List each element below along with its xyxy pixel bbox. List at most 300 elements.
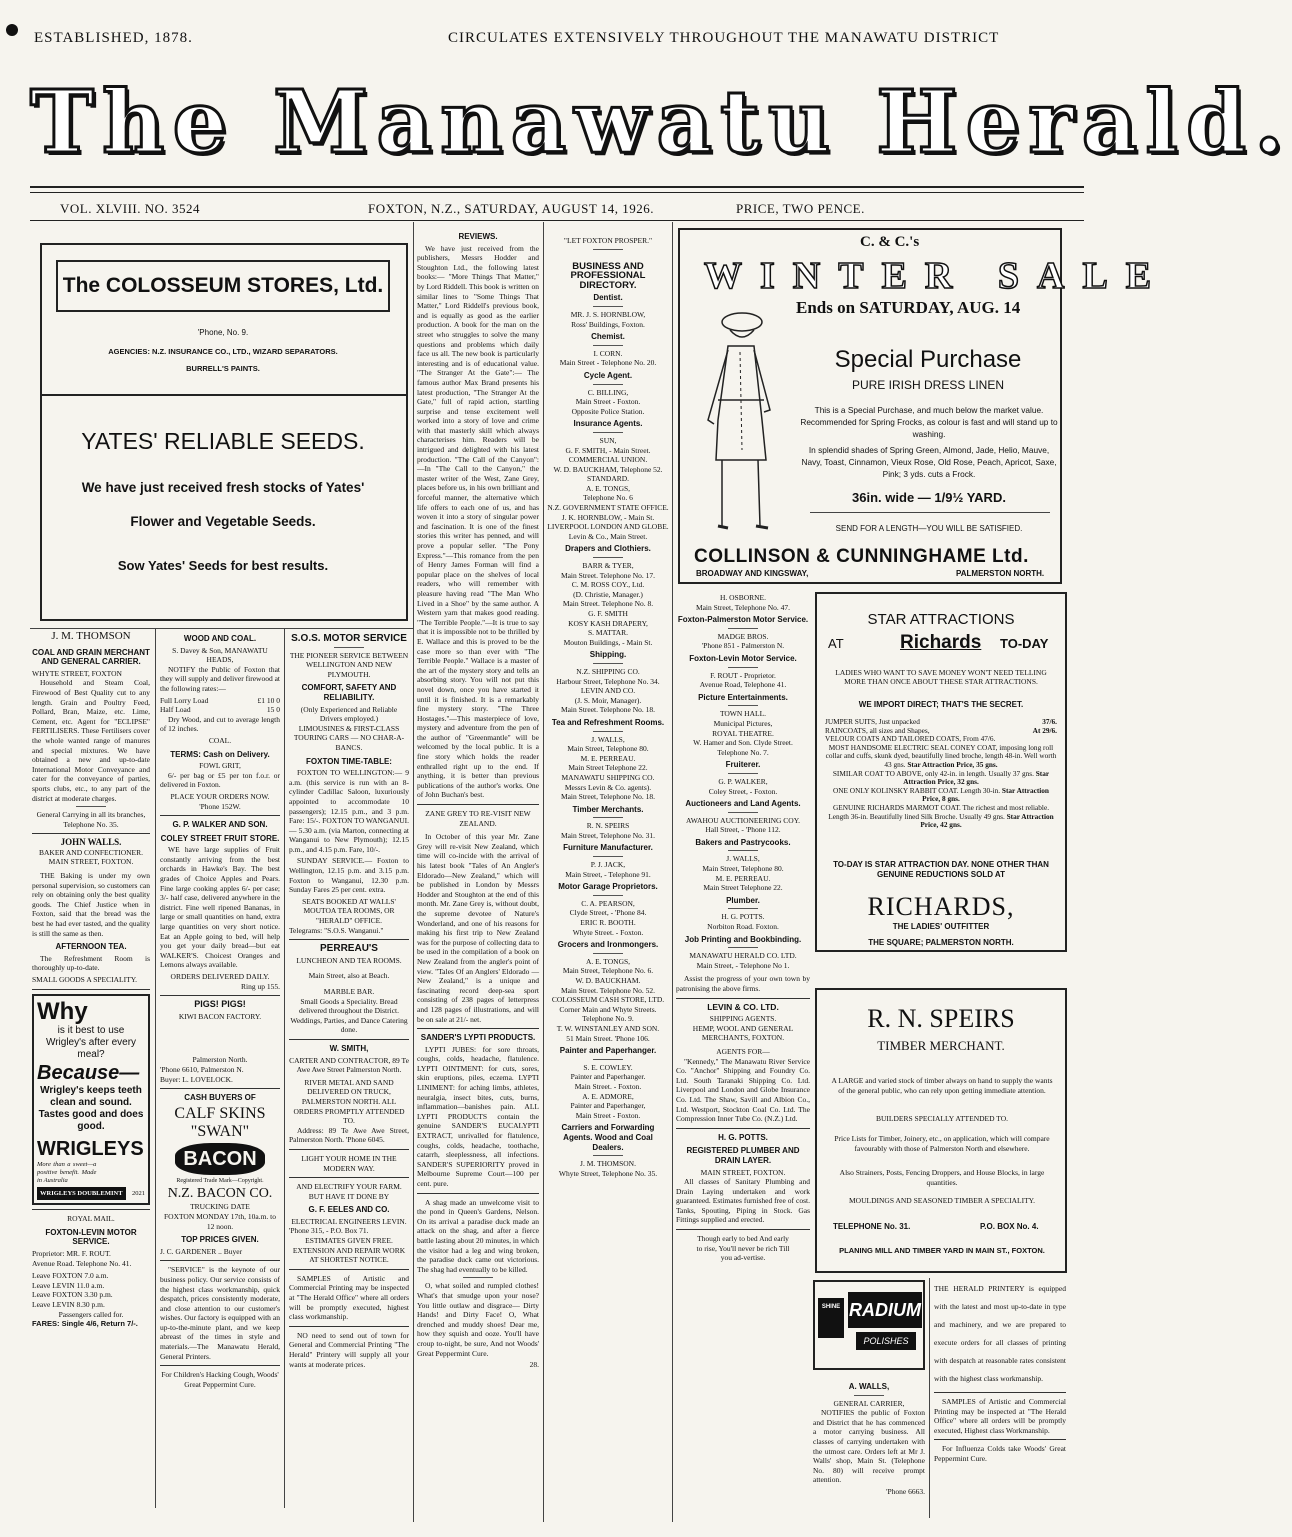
rule — [728, 667, 758, 668]
directory-entry — [547, 293, 669, 329]
winter-linen: PURE IRISH DRESS LINEN — [851, 378, 1005, 392]
rule — [417, 1028, 539, 1029]
directory-line: G. F. SMITH — [588, 609, 628, 618]
speirs-telephone: TELEPHONE No. 31. — [833, 1222, 911, 1231]
rule — [289, 939, 409, 940]
winter-send: SEND FOR A LENGTH—YOU WILL BE SATISFIED. — [835, 524, 1023, 533]
rule — [593, 557, 623, 558]
rule — [593, 953, 623, 954]
directory-line: Opposite Police Station. — [571, 406, 645, 416]
directory-line: M. E. PERREAU. — [715, 873, 771, 883]
levin-agents-body: "Kennedy," The Manawatu River Service Co. "Anchor" Shipping and Foundry Co. Ltd. South Taranaki Shipping Co. Ltd. Liverpool and London and Globe Insurance Co. Ltd. The Shaw, Savill and Albion Co., Ltd. Westport, Stockton Coal Co. Ltd. The Compression Inner Tube Co. (N.Z.) Ltd. — [676, 1056, 810, 1124]
levin-subtitle: SHIPPING AGENTS. — [709, 1014, 777, 1024]
richards-at: AT — [828, 636, 844, 651]
wood-phone: 'Phone 152W. — [199, 801, 241, 811]
column-divider — [929, 1278, 930, 1518]
speirs-price-lists: Price Lists for Timber, Joinery, etc., on application, which will compare favourably with those of Palmerston North and elsewhere. — [834, 1134, 1050, 1153]
speirs-body: A LARGE and varied stock of timber always on hand to supply the wants of the general public, who can rely upon getting immediate attention. — [831, 1076, 1053, 1095]
rule — [728, 628, 758, 629]
directory-entry — [676, 838, 810, 893]
poem-number: 28. — [529, 1360, 539, 1370]
royalmail-time: Leave FOXTON 3.30 p.m. — [32, 1290, 113, 1300]
rule — [728, 812, 758, 813]
directory-line: W. Hamer and Son. Clyde Street. — [693, 738, 793, 748]
directory-line: A. E. ADMORE, — [582, 1091, 634, 1101]
rule — [593, 345, 623, 346]
winter-ends: Ends on SATURDAY, AUG. 14 — [796, 298, 1021, 317]
masthead-rule-thin — [30, 192, 1084, 193]
bacon-company: N.Z. BACON CO. — [167, 1186, 273, 1202]
directory-category: Shipping. — [589, 650, 627, 660]
winter-firm: COLLINSON & CUNNINGHAME Ltd. — [694, 546, 1029, 567]
section-rule — [30, 628, 413, 629]
directory-entry — [676, 760, 810, 796]
rule — [160, 1365, 280, 1366]
rule — [160, 1260, 280, 1261]
directory-entry — [547, 882, 669, 937]
eeles-subtitle: ELECTRICAL ENGINEERS LEVIN. — [291, 1216, 407, 1226]
winter-address-2: PALMERSTON NORTH. — [956, 569, 1045, 578]
radium-shine: SHINE — [818, 1298, 844, 1338]
column-wood-walker — [160, 630, 280, 1510]
rule — [76, 806, 106, 807]
directory-line: Main Street, Telephone 80. — [702, 864, 784, 874]
directory-entry — [547, 940, 669, 1043]
printery-influenza: For Influenza Colds take Woods' Great Peppermint Cure. — [934, 1444, 1066, 1463]
speirs-strainers: Also Strainers, Posts, Fencing Droppers, and House Blocks, in large quantities. — [839, 1168, 1045, 1187]
directory-line: A. E. TONGS, — [585, 956, 631, 966]
directory-line: LIVERPOOL LONDON AND GLOBE. — [547, 522, 669, 532]
directory-line: Coley Street, - Foxton. — [708, 786, 778, 796]
directory-category: Chemist. — [591, 332, 625, 342]
yates-title: YATES' RELIABLE SEEDS. — [81, 428, 365, 454]
advertise-poem: Though early to bed And early to rise, You'll never be rich Till you ad-vertise. — [696, 1234, 790, 1263]
directory-line: (D. Christie, Manager.) — [573, 589, 643, 599]
reviews-title: REVIEWS. — [458, 232, 498, 241]
directory-line: G. P. WALKER, — [718, 776, 768, 786]
levin-title: LEVIN & CO. LTD. — [707, 1001, 779, 1012]
directory-title: BUSINESS AND PROFESSIONAL DIRECTORY. — [570, 260, 646, 291]
price-line: PRICE, TWO PENCE. — [736, 201, 865, 216]
rule — [32, 833, 150, 834]
directory-line: C. A. PEARSON, — [581, 898, 635, 908]
sos-title: S.O.S. MOTOR SERVICE — [291, 633, 407, 644]
directory-line: Main Street, Telephone No. 18. — [560, 792, 656, 802]
directory-line: BARR & TYER, — [582, 561, 634, 571]
thomson-subtitle: COAL AND GRAIN MERCHANT AND GENERAL CARRIER. — [32, 647, 150, 667]
pigs-title: PIGS! PIGS! — [194, 999, 246, 1010]
rule — [289, 1149, 409, 1150]
directory-category: Job Printing and Bookbinding. — [684, 934, 802, 944]
column-divider — [672, 222, 673, 1522]
perreau-marble: MARBLE BAR. — [323, 987, 375, 996]
directory-line: S. E. COWLEY. — [583, 1062, 633, 1072]
wrigley-why: Why — [37, 997, 88, 1025]
directory-line: Harbour Street, Telephone No. 34. — [556, 676, 660, 686]
directory-category: Picture Entertainments. — [698, 692, 788, 702]
sos-telegrams: Telegrams: "S.O.S. Wanganui." — [289, 925, 384, 935]
rule — [289, 1269, 409, 1270]
rule — [934, 1392, 1066, 1393]
rule — [676, 1128, 810, 1129]
wood-title: WOOD AND COAL. — [183, 634, 257, 643]
winter-title: WINTER SALE — [704, 255, 1170, 297]
walker-title: G. P. WALKER AND SON. — [172, 820, 268, 830]
zane-heading: ZANE GREY TO RE-VISIT NEW ZEALAND. — [425, 809, 531, 828]
royalmail-subtitle: FOXTON-LEVIN MOTOR SERVICE. — [45, 1227, 137, 1247]
yates-line-3: Sow Yates' Seeds for best results. — [117, 558, 329, 573]
walker-orders: ORDERS DELIVERED DAILY. — [170, 972, 270, 981]
wood-dry: Dry Wood, and cut to average length of 12 inches. — [160, 714, 280, 734]
yates-line-1: We have just received fresh stocks of Yates' — [81, 480, 365, 495]
rule — [289, 1177, 409, 1178]
directory-line: Main Street - Telephone No. 20. — [559, 358, 657, 368]
directory-line: COLOSSEUM CASH STORE, LTD. — [551, 995, 665, 1005]
directory-line: J. M. THOMSON. — [580, 1159, 636, 1169]
richards-item: SIMILAR COAT TO ABOVE, only 42-in. in length. Usually 37 gns. Star Attraction Price, 32 gns. — [832, 768, 1050, 787]
directory-line: Main Street, Telephone No. 47. — [695, 602, 791, 612]
directory-category: Plumber. — [726, 895, 760, 905]
service-body: "SERVICE" is the keynote of our business policy. Our service consists of the highest class workmanship, quick despatch, prices consistently moderate, and close attention to our customer's wishes. Our factory is equipped with an up-to-the-minute plant, and we keep abreast of the times in style and materials.—The Manawatu Herald, General Printers. — [160, 1265, 280, 1361]
directory-entry — [676, 896, 810, 932]
directory-line: C. BILLING, — [587, 387, 629, 397]
directory-entry — [547, 1123, 669, 1178]
directory-line: H. OSBORNE. — [719, 593, 767, 602]
rule — [728, 773, 758, 774]
directory-category: Fruiterer. — [725, 760, 761, 770]
directory-list-continued — [676, 593, 810, 970]
awalls-title: A. WALLS, — [848, 1382, 890, 1391]
directory-line: Clyde Street, - 'Phone 84. — [569, 908, 647, 918]
wood-coal: COAL. — [208, 735, 232, 745]
directory-line: Painter and Paperhanger, — [570, 1101, 646, 1111]
service-cough: For Children's Hacking Cough, Woods' Great Peppermint Cure. — [161, 1370, 279, 1389]
richards-outfitter: THE LADIES' OUTFITTER — [892, 922, 990, 931]
winter-body-1: This is a Special Purchase, and much below the market value. Recommended for Spring Frocks, as colour is fast and will stand up to washing. — [800, 405, 1058, 439]
column-directory — [547, 228, 669, 1518]
directory-category: Painter and Paperhanger. — [559, 1046, 657, 1056]
perreau-main: Main Street, also at Beach. — [308, 971, 390, 981]
wrigley-ad — [32, 994, 150, 1206]
richards-item-list — [825, 718, 1057, 830]
potts-address: MAIN STREET, FOXTON. — [700, 1167, 786, 1177]
royalmail-title: ROYAL MAIL. — [67, 1214, 115, 1224]
directory-line: W. D. BAUCKHAM. — [575, 976, 641, 985]
dress-figure-icon — [688, 300, 790, 538]
potts-title: H. G. POTTS. — [718, 1132, 768, 1142]
rule — [289, 1039, 409, 1040]
directory-line: R. N. SPEIRS — [586, 821, 630, 831]
rule — [854, 1395, 884, 1396]
richards-name: Richards — [900, 632, 982, 653]
reviews-body: We have just received from the publishers, Messrs Hodder and Stoughton Ltd., the following latest books:— "More Things That Matter," by Lord Riddell. This book is written on similar lines to "Some Things That Matter," Lord Riddell's previous book, and is equally as good as the earlier production. A book for the man on the street who struggles to solve the many questions and problems which daily face us all. The new book is particularly interesting and is of educational value. "The Stranger At the Gate":— The famous author Max Brand presents his latest production, "The Stranger At the Gate," full of rapid action, startling surprise and tense excitement well worked into a story of love and crime with that masterly skill which always characterises him. Readers will be intrigued and delighted with his latest production. "The Call of the Canyon":—In "The Call to the Canyon," the master writer of the West, Zane Grey, places before us, in his own brilliant and forceful manner, the alternative which life offers to each one of us, and has woven it into a story of singular power and fascination. It is one of the finest stories this writer has penned, and will prove a popular seller. "The Pony Express."—This romance from the pen of Henry James Forman will find a popular place on the shelves of local readers, who will remember with pleasure having read "The Man Who Lived in a Shoe" by the same author. A Western yarn that makes good reading. "The Terrible People."—It is true to say that it is impossible not to be thrilled by E. Wallace and this is proved to be the case more so than ever with "The Terrible People." Wallace is a master of the art of the mystery story and tells an absorbing story. You will not put this novel down, once you have started it until it is finished. It is a remarkably fine mystery story. "The Three Hostages."—This masterpiece of love, mystery and adventure from the pen of the author of "Greenmantle" will be welcomed by the local public. It is a fine story which holds the reader enthralled right up to the end. If anything, it is better than previous publications of the author's works. One of John Buchan's best. — [417, 243, 539, 800]
thomson-body: Household and Steam Coal, Firewood of Best Quality cut to any length. Grain and Poultry Feed, Pollard, Bran, Maize, etc. Lime, Cement, etc. Agent for "ECLIPSE" FERTILISERS. These Fertilisers cover the whole wanted range of manures and special mixtures. We have obtained a new and up-to-date International Motor Conveyance and cater for the conveyance of parties, sports clubs, etc., to any part of the district at moderate charges. — [32, 678, 150, 803]
colosseum-phone: 'Phone, No. 9. — [197, 328, 249, 337]
directory-entry — [676, 615, 810, 651]
directory-line: G. F. SMITH, - Main Street. — [565, 445, 651, 455]
column-sos-eeles — [289, 630, 409, 1510]
richards-item: VELOUR COATS AND TAILORED COATS, From 47/6. — [825, 734, 996, 744]
speirs-box: P.O. BOX No. 4. — [980, 1222, 1039, 1231]
directory-line: Main Street, Telephone No. 6. — [562, 966, 654, 976]
pigs-address: Palmerston North. — [192, 1055, 248, 1065]
awalls-subtitle: GENERAL CARRIER, — [833, 1398, 905, 1408]
wrigley-code: 2021 — [132, 1189, 145, 1197]
directory-entry — [547, 332, 669, 368]
potts-body: All classes of Sanitary Plumbing and Drain Laying undertaken and work guaranteed. Estimates furnished free of cost. Tanks, Spouting, Piping in Stock. Gas Fittings supplied and erected. — [676, 1177, 810, 1225]
colosseum-agencies: AGENCIES: N.Z. INSURANCE CO., LTD., WIZARD SEPARATORS. — [108, 347, 338, 356]
directory-entry — [547, 1046, 669, 1120]
bacon-cash: CASH BUYERS OF — [184, 1093, 256, 1103]
winter-price: 36in. wide — 1/9½ YARD. — [852, 490, 1006, 505]
wrigley-because: Because— — [37, 1061, 140, 1084]
lypti-heading: SANDER'S LYPTI PRODUCTS. — [420, 1033, 536, 1043]
column-thomson-walls — [32, 630, 150, 1510]
directory-line: Levin & Co., Main Street. — [568, 531, 648, 541]
masthead-title: The Manawatu Herald. — [30, 72, 1292, 173]
directory-category: Bakers and Pastrycooks. — [695, 837, 791, 847]
rule — [417, 1193, 539, 1194]
directory-list — [547, 293, 669, 1178]
rule — [810, 512, 1050, 513]
richards-item: MOST HANDSOME ELECTRIC SEAL CONEY COAT, imposing long roll collar and cuffs, skunk dyed, beautifully lined broche, length 48-in. Well worth 43 gns. Star Attraction Price, 35 gns. — [825, 742, 1057, 769]
awalls-body: NOTIFIES the public of Foxton and District that he has commenced a motor carrying business. All classes of carrying undertaken with the utmost care. Orders left at Mr J. Walls' shop, Main St. (Telephone No. 80) will receive prompt attention. — [813, 1408, 925, 1485]
richards-item: GENUINE RICHARDS MARMOT COAT. The richest and most reliable. Length 36-in. Beautifully lined Silk Broche. Usually 49 gns. Star Attraction Price, 42 gns. — [828, 802, 1054, 830]
directory-entry — [676, 693, 810, 758]
directory-category: Cycle Agent. — [583, 370, 633, 380]
perreau-title: PERREAU'S — [320, 943, 378, 955]
pigs-buyer: Buyer: L. LOVELOCK. — [160, 1074, 233, 1084]
directory-category: Dentist. — [593, 293, 623, 303]
directory-entry — [676, 654, 810, 690]
rule — [593, 817, 623, 818]
pigs-phone: 'Phone 6610, Palmerston N. — [160, 1064, 244, 1074]
winter-address-1: BROADWAY AND KINGSWAY, — [696, 569, 809, 578]
wood-rate-row: Half Load 15 0 — [160, 705, 280, 715]
directory-line: J. WALLS, — [726, 854, 760, 864]
rule — [32, 989, 150, 990]
sos-seats: SEATS BOOKED AT WALLS' MOUTOA TEA ROOMS, OR "HERALD" OFFICE. — [302, 896, 396, 926]
directory-line: Main Street Telephone 22. — [568, 763, 648, 773]
directory-entry — [547, 718, 669, 802]
column-divider — [155, 628, 156, 1508]
directory-line: Main Street. Telephone No. 17. — [560, 570, 656, 580]
richards-secret: WE IMPORT DIRECT; THAT'S THE SECRET. — [858, 700, 1024, 709]
directory-line: KOSY KASH DRAPERY, — [568, 618, 648, 628]
directory-motto: "LET FOXTON PROSPER." — [563, 236, 653, 245]
directory-line: Messrs Levin & Co. agents). — [564, 782, 652, 792]
royalmail-time: Leave FOXTON 7.0 a.m. — [32, 1271, 109, 1281]
rule — [160, 815, 280, 816]
directory-entry — [676, 593, 810, 612]
rule — [728, 705, 758, 706]
directory-entry — [547, 650, 669, 715]
walls-tea-body: The Refreshment Room is thoroughly up-to-date. — [32, 953, 150, 973]
directory-category: Grocers and Ironmongers. — [557, 940, 659, 950]
masthead-rule — [30, 186, 1084, 188]
directory-line: Main Street. - Foxton. — [574, 1081, 642, 1091]
walls-subtitle: BAKER AND CONFECTIONER. — [39, 847, 143, 857]
smith-subtitle: CARTER AND CONTRACTOR, 89 Te Awe Awe Street Palmerston North. — [289, 1055, 409, 1075]
rule — [334, 647, 364, 648]
directory-line: N.Z. GOVERNMENT STATE OFFICE. — [547, 503, 669, 513]
printery-body: THE HERALD PRINTERY is equipped with the latest and most up-to-date in type and machinery, and we are prepared to execute orders for all classes of printing with despatch at reasonable rates consistent with the highest class workmanship. — [934, 1284, 1066, 1383]
directory-category: Auctioneers and Land Agents. — [685, 799, 801, 809]
eeles-electrify: AND ELECTRIFY YOUR FARM. BUT HAVE IT DONE BY — [296, 1182, 402, 1201]
richards-big: RICHARDS, — [867, 892, 1015, 921]
zane-body: In October of this year Mr. Zane Grey will re-visit New Zealand, which time will co-incide with the arrival of his latest book "Tales of An Angler's Eldorado—New Zealand," which will be published in London by Messrs Hodder and Stoughton at the end of this month. Mr. Zane Grey is, without doubt, the supreme devotee of Nature's Wonderland, and one of his reasons for making his first trip to New Zealand was for the purpose of collecting data to be used in the compilation of a book on New Zealand from the angler's point of view. "Tales Of an Anglers' Eldorado —New Zealand," is a unique and fascinating record deep-sea sport consisting of 238 pages of letterpress and 128 pages of illustrations, and will be on sale at 21/- net. — [417, 832, 539, 1024]
potts-subtitle: REGISTERED PLUMBER AND DRAIN LAYER. — [686, 1146, 800, 1165]
column-divider — [413, 222, 414, 1522]
eeles-name: G. F. EELES AND CO. — [308, 1205, 390, 1215]
directory-category: Timber Merchants. — [572, 804, 644, 814]
directory-line: F. ROUT - Proprietor. — [710, 670, 776, 680]
thomson-footer: General Carrying in all its branches, Telephone No. 35. — [36, 810, 146, 829]
sos-timetable: FOXTON TIME-TABLE: — [306, 756, 392, 766]
directory-line: STANDARD. — [586, 474, 630, 484]
bacon-date: FOXTON MONDAY 17th, 10a.m. to 12 noon. — [163, 1211, 277, 1231]
lypti-body: LYPTI JUBES: for sore throats, coughs, colds, headache, flatulence. LYPTI OINTMENT: for cuts, sores, skin eruptions, piles, eczema. LYPTI LINIMENT: for aching limbs, athletes, neuralgia, insect bites, cuts, burns, inflammation—banishes pain. ALL LYPTI PRODUCTS contain the genuine SANDER'S EUCALYPTI EXTRACT, unrivalled for flatulence, coughs, colds, headache, toothache, catarrh, sleeplessness, all infections. SANDER'S SUPERIORITY proved in Melbourne Supreme Court—100 per cent. pure. — [417, 1044, 539, 1188]
thomson-address: WHYTE STREET, FOXTON — [32, 668, 122, 678]
wrigley-why-sub: is it best to use Wrigley's after every meal? — [45, 1024, 137, 1060]
rule — [593, 731, 623, 732]
directory-line: P. J. JACK, — [590, 860, 626, 870]
eeles-phone: 'Phone 315, - P.O. Box 71. — [289, 1226, 369, 1236]
walls-body: THE Baking is under my own personal supervision, so customers can rely on obtaining only the best quality goods. The Chief Justice when in Foxton, said that the bread was the best he had ever tasted, and the quality is still the same as then. — [32, 871, 150, 938]
directory-category: Tea and Refreshment Rooms. — [551, 717, 665, 727]
sos-sunday: SUNDAY SERVICE.— Foxton to Wellington, 12.15 p.m. and 3.15 p.m. Foxton to Wanganui, 12.30 p.m. Sunday Fares 25 per cent. extra. — [289, 856, 409, 895]
directory-line: Whyte Street, Telephone No. 35. — [558, 1168, 658, 1178]
directory-line: Painter and Paperhanger. — [570, 1072, 646, 1082]
directory-entry — [547, 544, 669, 647]
walls-goods: SMALL GOODS A SPECIALITY. — [32, 975, 138, 984]
directory-line: T. W. WINSTANLEY AND SON. — [556, 1023, 660, 1033]
dateline-rule — [30, 220, 1084, 221]
directory-line: Mouton Buildings, - Main St. — [563, 637, 653, 647]
directory-line: H. G. POTTS. — [721, 912, 765, 922]
directory-line: A. E. TONGS, — [585, 483, 631, 493]
walker-ring: Ring up 155. — [241, 981, 280, 991]
winter-brand: C. & C.'s — [860, 234, 920, 250]
directory-line: Main Street. Telephone No. 8. — [562, 599, 654, 609]
sos-body: FOXTON TO WELLINGTON:— 9 a.m. (this service is run with an 8-cylinder Cadillac Saloon, luxuriously appointed to accommodate 10 passengers); 12.15 p.m., and 3 p.m. Fare: 15/-. FOXTON TO WANGANUI.— 5.30 a.m. (via Marton, connecting at Wanganui to New Plymouth); 12.15 p.m., and 4.15 p.m. Fare, 10/-. — [289, 768, 409, 854]
thomson-name: J. M. THOMSON — [51, 630, 131, 642]
directory-line: Hall Street, - 'Phone 112. — [705, 825, 781, 835]
directory-line: Whyte Street. - Foxton. — [572, 927, 644, 937]
bacon-calf: CALF SKINS — [174, 1104, 266, 1122]
directory-line: M. E. PERREAU. — [580, 753, 636, 763]
rule — [593, 663, 623, 664]
directory-line: (J. S. Moir, Manager). — [574, 695, 642, 705]
directory-category: Foxton-Palmerston Motor Service. — [677, 615, 809, 625]
directory-line: Corner Main and Whyte Streets. — [559, 1004, 657, 1014]
royalmail-fares: FARES: Single 4/6, Return 7/-. — [32, 1319, 138, 1329]
directory-entry — [676, 935, 810, 971]
directory-category: Carriers and Forwarding Agents. Wood and Coal Dealers. — [561, 1123, 655, 1152]
directory-entry — [547, 843, 669, 879]
perreau-body: Small Goods a Speciality. Bread delivered throughout the District. Weddings, Parties, and Dance Catering done. — [290, 996, 408, 1035]
colosseum-title: The COLOSSEUM STORES, Ltd. — [56, 260, 390, 312]
directory-line: Ross' Buildings, Foxton. — [571, 319, 645, 329]
directory-line: MANAWATU SHIPPING CO. — [561, 772, 655, 782]
royalmail-time: Leave LEVIN 8.30 p.m. — [32, 1299, 105, 1309]
winter-body-2: In splendid shades of Spring Green, Almond, Jade, Helio, Mauve, Navy, Toast, Cinnamon, Vieux Rose, Old Rose, Peach, Apricot, Saxe, Pink; 3 yds. cuts a Frock. — [801, 445, 1057, 479]
wrigley-tagline: More than a sweet—a positive benefit. Made in Australia — [37, 1160, 97, 1184]
richards-item: JUMPER SUITS, Just unpacked 37/6. — [825, 717, 1057, 726]
eeles-light: LIGHT YOUR HOME IN THE MODERN WAY. — [301, 1153, 397, 1173]
rule — [32, 1209, 150, 1210]
directory-line: Telephone No. 7. — [717, 747, 769, 757]
bacon-registered: Registered Trade Mark—Copyright. — [176, 1177, 264, 1184]
radium-polishes: POLISHES — [856, 1332, 916, 1350]
rule — [593, 856, 623, 857]
rule — [593, 249, 623, 250]
rule — [160, 1088, 280, 1089]
rule — [728, 908, 758, 909]
bacon-logo: BACON — [175, 1143, 265, 1175]
bacon-swan: "SWAN" — [190, 1122, 250, 1140]
directory-line: Main Street, - Telephone 91. — [565, 869, 651, 879]
wood-firm: S. Davey & Son, MANAWATU HEADS, — [172, 645, 268, 665]
speirs-mouldings: MOULDINGS AND SEASONED TIMBER A SPECIALITY. — [849, 1196, 1035, 1205]
directory-entry — [676, 799, 810, 835]
eeles-samples: SAMPLES of Artistic and Commercial Printing may be inspected at "The Herald Office" where all orders will be promptly executed, highest class workmanship. — [289, 1273, 409, 1322]
bacon-trucking: TRUCKING DATE — [190, 1202, 250, 1212]
issue-date: FOXTON, N.Z., SATURDAY, AUGUST 14, 1926. — [368, 201, 655, 216]
rule — [593, 895, 623, 896]
directory-line: I. CORN. — [593, 348, 623, 358]
wrigley-pack: WRIGLEYS DOUBLEMINT — [37, 1187, 126, 1201]
royalmail-called: Passengers called for. — [58, 1309, 124, 1319]
wood-terms: TERMS: Cash on Delivery. — [170, 749, 270, 759]
directory-line: Municipal Pictures, — [713, 718, 773, 728]
directory-line: Main Street - Foxton. — [575, 1110, 641, 1120]
rule — [417, 804, 539, 805]
awalls-ad — [813, 1378, 925, 1518]
rule — [289, 1326, 409, 1327]
directory-entry — [547, 805, 669, 841]
colosseum-divider — [42, 394, 406, 396]
bacon-buyer: J. C. GARDENER .. Buyer — [160, 1246, 243, 1256]
printery-samples: SAMPLES of Artistic and Commercial Printing may be inspected at "The Herald Office" where all orders will be promptly executed, Highest class Workmanship. — [934, 1397, 1066, 1435]
directory-line: TOWN HALL. — [719, 709, 767, 719]
directory-line: LEVIN AND CO. — [580, 686, 636, 696]
directory-line: ROYAL THEATRE. — [712, 728, 774, 738]
richards-item: ONE ONLY KOLINSKY RABBIT COAT. Length 30-in. Star Attraction Price, 8 gns. — [832, 785, 1049, 804]
directory-line: Norbiton Road. Foxton. — [707, 922, 779, 932]
directory-line: COMMERCIAL UNION. — [568, 455, 648, 465]
wood-orders: PLACE YOUR ORDERS NOW. — [170, 791, 270, 801]
wood-grit-body: 6/- per bag or £5 per ton f.o.r. or delivered in Foxton. — [160, 770, 280, 790]
column-directory-continued — [676, 590, 810, 1520]
directory-category: Furniture Manufacturer. — [563, 843, 653, 853]
wood-grit: FOWL GRIT, — [199, 761, 241, 771]
directory-line: W. D. BAUCKHAM, Telephone 52. — [553, 464, 663, 474]
walker-body: WE have large supplies of Fruit constantly arriving from the best orchards in Hawke's Bay. The best grades of Choice Apples and Pears. Fine large cooking apples 6/- per case; 3/- half case, delivered anywhere in the district. Fine well ripened Bananas, in large or small quantities on hand, extra large quantities on very short notice. Eat an Apple going to bed, will help you get your daily bread—but eat WALKER'S. Choicest Oranges and Lemons always available. — [160, 845, 280, 970]
yates-line-2: Flower and Vegetable Seeds. — [130, 514, 316, 529]
richards-intro: LADIES WHO WANT TO SAVE MONEY WON'T NEED TELLING MORE THAN ONCE ABOUT THESE STAR ATTRACTIONS. — [835, 668, 1047, 686]
directory-line: AWAHOU AUCTIONEERING COY. — [685, 815, 801, 825]
directory-category: Foxton-Levin Motor Service. — [689, 653, 797, 663]
directory-line: Avenue Road, Telephone 41. — [699, 680, 787, 690]
directory-line: Main Street. Telephone No. 18. — [560, 705, 656, 715]
wood-rate-row: Full Lorry Load £1 10 0 — [160, 695, 280, 705]
directory-line: J. K. HORNBLOW, - Main St. — [561, 512, 655, 522]
awalls-phone: 'Phone 6663. — [886, 1486, 925, 1496]
directory-line: MADGE BROS. — [717, 631, 769, 641]
rule — [593, 384, 623, 385]
smith-body: RIVER METAL AND SAND DELIVERED ON TRUCK, PALMERSTON NORTH. ALL ORDERS PROMPTLY ATTENDED TO. — [293, 1077, 405, 1126]
